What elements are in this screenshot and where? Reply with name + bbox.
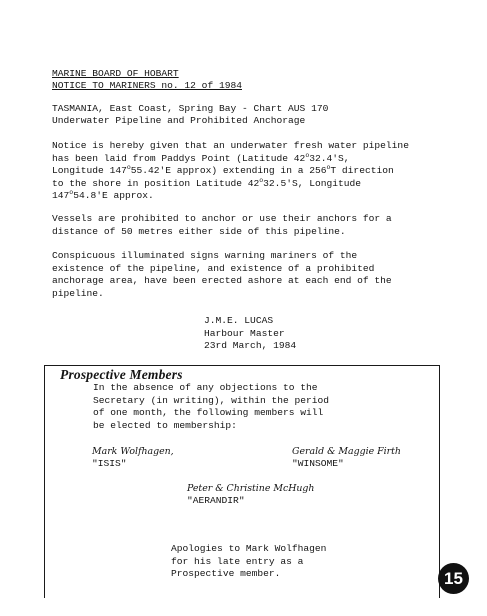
notice-number: NOTICE TO MARINERS no. 12 of 1984 [52, 80, 242, 91]
board-heading: MARINE BOARD OF HOBART [52, 68, 179, 79]
apology-line: Prospective member. [171, 568, 281, 580]
prospective-members-title: Prospective Members [60, 367, 183, 382]
member-vessel: "WINSOME" [292, 458, 344, 469]
intro-line: be elected to membership: [93, 419, 237, 431]
subject-title: Underwater Pipeline and Prohibited Anchorage [52, 115, 306, 126]
anchor-paragraph [52, 213, 432, 238]
intro-line: Secretary (in writing), within the period [93, 394, 330, 406]
intro-line: In the absence of any objections to the [93, 382, 318, 393]
signature-block [204, 315, 296, 353]
member-vessel: "AERANDIR" [187, 495, 245, 506]
signs-paragraph [52, 250, 432, 300]
notice-line: has been laid from Paddys Point (Latitude 42$^o$32.4'S, [52, 151, 350, 164]
anchor-line: distance of 50 metres either side of this pipeline. [52, 225, 346, 237]
signatory-name: J.M.E. LUCAS [204, 315, 274, 326]
member-name: Peter & Christine McHugh [187, 483, 315, 494]
prospective-intro [93, 382, 329, 432]
signatory-title: Harbour Master [204, 327, 285, 339]
page-number-badge: 15 [438, 563, 469, 594]
notice-line: Longitude 147$^o$55.42'E approx) extending in a 256$^o$T direction [52, 164, 394, 177]
notice-line: to the shore in position Latitude 42$^o$32.5'S, Longitude [52, 176, 362, 189]
signs-line: Conspicuous illuminated signs warning mariners of the [52, 250, 358, 261]
member-name: Gerald & Maggie Firth [292, 446, 401, 457]
signs-line: pipeline. [52, 287, 104, 299]
notice-paragraph [52, 140, 432, 203]
intro-line: of one month, the following members will [93, 407, 324, 419]
anchor-line: Vessels are prohibited to anchor or use their anchors for a [52, 213, 392, 224]
apology-line: Apologies to Mark Wolfhagen [171, 543, 327, 554]
notice-line: 147$^o$54.8'E approx. [52, 189, 154, 202]
signs-line: existence of the pipeline, and existence of a prohibited [52, 262, 375, 274]
signs-line: anchorage area, have been erected ashore at each end of the [52, 275, 392, 287]
member-name: Mark Wolfhagen, [92, 446, 174, 457]
member-vessel: "ISIS" [92, 458, 127, 469]
apology-note [171, 543, 326, 581]
notice-line: Notice is hereby given that an underwater fresh water pipeline [52, 140, 409, 151]
apology-line: for his late entry as a [171, 555, 304, 567]
subject-location: TASMANIA, East Coast, Spring Bay - Chart AUS 170 [52, 103, 329, 114]
signature-date: 23rd March, 1984 [204, 340, 297, 352]
